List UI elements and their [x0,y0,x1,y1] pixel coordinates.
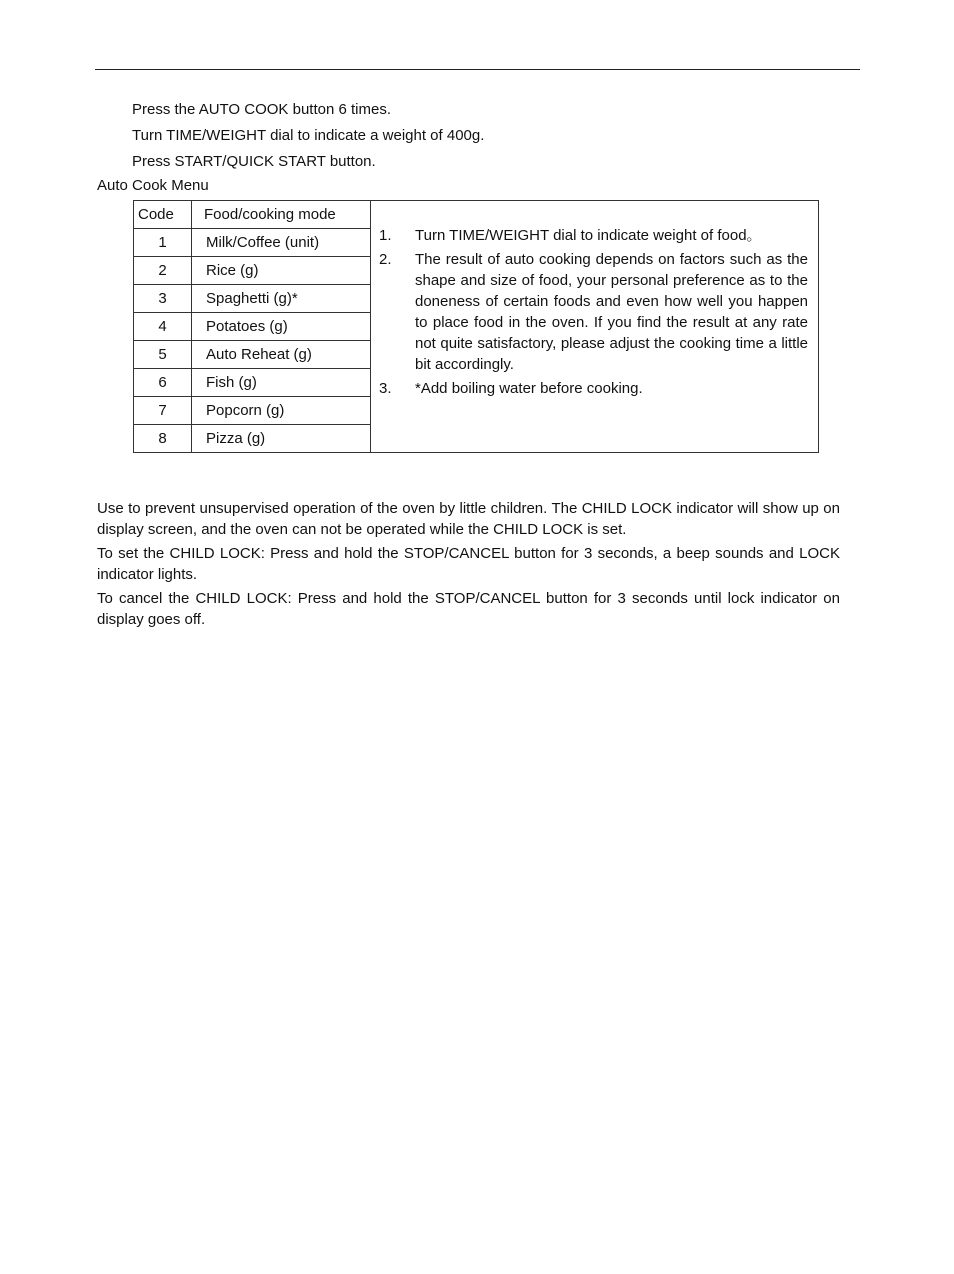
row-food: Potatoes (g) [192,313,371,341]
header-rule [95,69,860,70]
row-code: 1 [134,229,192,257]
note-item [379,249,808,375]
step-3: Press START/QUICK START button. [132,153,376,170]
child-lock-section [97,498,840,633]
row-food: Pizza (g) [192,425,371,453]
note-text: The result of auto cooking depends on factors such as the shape and size of food, your personal preference as to the doneness of certain foods and even how well you happen to place food in the oven. If you find the result at any rate not quite satisfactory, please adjust the cooking time a little bit accordingly. [415,251,808,373]
row-code: 3 [134,285,192,313]
table-header-row [134,201,819,229]
row-food: Popcorn (g) [192,397,371,425]
row-food: Fish (g) [192,369,371,397]
row-code: 8 [134,425,192,453]
note-number: 3. [379,380,392,397]
child-lock-set-instructions: To set the CHILD LOCK: Press and hold the STOP/CANCEL button for 3 seconds, a beep sounds and LOCK indicator lights. [97,545,840,583]
step-1: Press the AUTO COOK button 6 times. [132,101,391,118]
step-2: Turn TIME/WEIGHT dial to indicate a weight of 400g. [132,127,485,144]
row-food: Milk/Coffee (unit) [192,229,371,257]
note-text: Turn TIME/WEIGHT dial to indicate weight of food。 [415,227,762,244]
auto-cook-menu-table [133,200,819,453]
column-header-code: Code [134,201,192,229]
note-item [379,225,808,246]
notes-cell [371,201,819,453]
row-code: 4 [134,313,192,341]
row-code: 5 [134,341,192,369]
note-item [379,378,808,399]
row-code: 7 [134,397,192,425]
row-code: 2 [134,257,192,285]
note-number: 1. [379,227,392,244]
row-food: Rice (g) [192,257,371,285]
auto-cook-steps [132,100,832,178]
row-food: Auto Reheat (g) [192,341,371,369]
auto-cook-menu-heading: Auto Cook Menu [97,177,209,194]
child-lock-description: Use to prevent unsupervised operation of the oven by little children. The CHILD LOCK indicator will show up on display screen, and the oven can not be operated while the CHILD LOCK is set. [97,500,840,538]
column-header-food: Food/cooking mode [192,201,371,229]
row-food: Spaghetti (g)* [192,285,371,313]
note-number: 2. [379,251,392,268]
note-text: *Add boiling water before cooking. [415,380,643,397]
row-code: 6 [134,369,192,397]
child-lock-cancel-instructions: To cancel the CHILD LOCK: Press and hold the STOP/CANCEL button for 3 seconds until lock indicator on display goes off. [97,590,840,628]
